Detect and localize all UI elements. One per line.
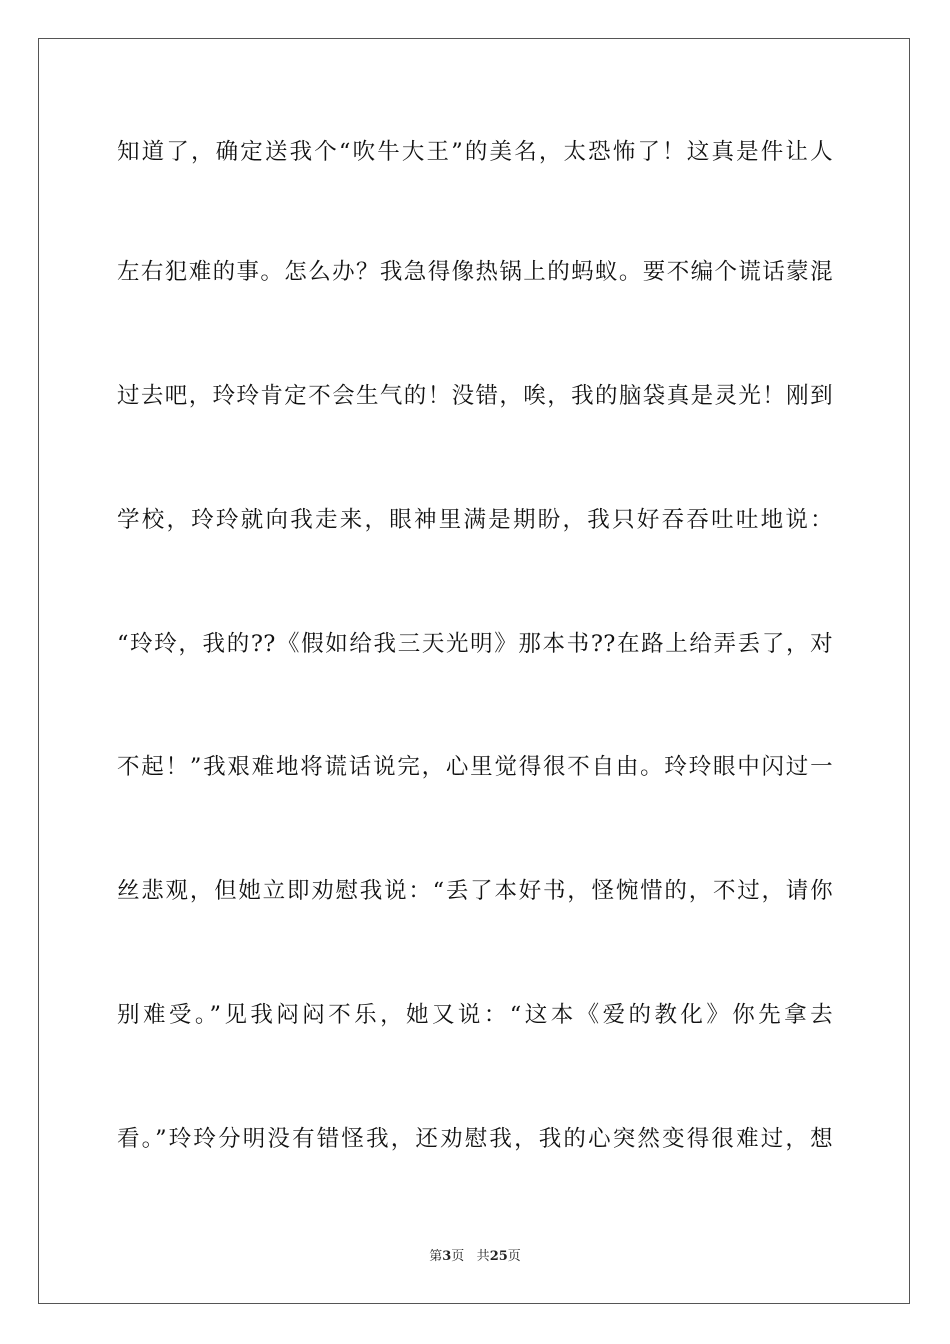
page-suffix: 页 (451, 1249, 465, 1264)
page-footer (0, 1248, 950, 1266)
page-number: 3 (442, 1249, 452, 1264)
text-line: “玲玲，我的??《假如给我三天光明》那本书??在路上给弄丢了，对 (117, 631, 833, 657)
page-prefix: 第 (429, 1249, 443, 1264)
total-suffix: 页 (507, 1249, 521, 1264)
text-line: 学校，玲玲就向我走来，眼神里满是期盼，我只好吞吞吐吐地说： (117, 507, 833, 533)
text-line: 左右犯难的事。怎么办？我急得像热锅上的蚂蚁。要不编个谎话蒙混 (117, 259, 833, 285)
text-line: 过去吧，玲玲肯定不会生气的！没错，唉，我的脑袋真是灵光！刚到 (117, 383, 833, 409)
text-line: 别难受。”见我闷闷不乐，她又说：“这本《爱的教化》你先拿去 (117, 1002, 833, 1028)
page-border (38, 38, 910, 1304)
total-prefix: 共 (476, 1249, 490, 1264)
text-line: 知道了，确定送我个“吹牛大王”的美名，太恐怖了！这真是件让人 (117, 139, 833, 165)
total-pages: 25 (489, 1249, 508, 1264)
text-line: 丝悲观，但她立即劝慰我说：“丢了本好书，怪惋惜的，不过，请你 (117, 878, 833, 904)
text-line: 不起！”我艰难地将谎话说完，心里觉得很不自由。玲玲眼中闪过一 (117, 754, 833, 780)
text-line: 看。”玲玲分明没有错怪我，还劝慰我，我的心突然变得很难过，想 (117, 1126, 833, 1152)
